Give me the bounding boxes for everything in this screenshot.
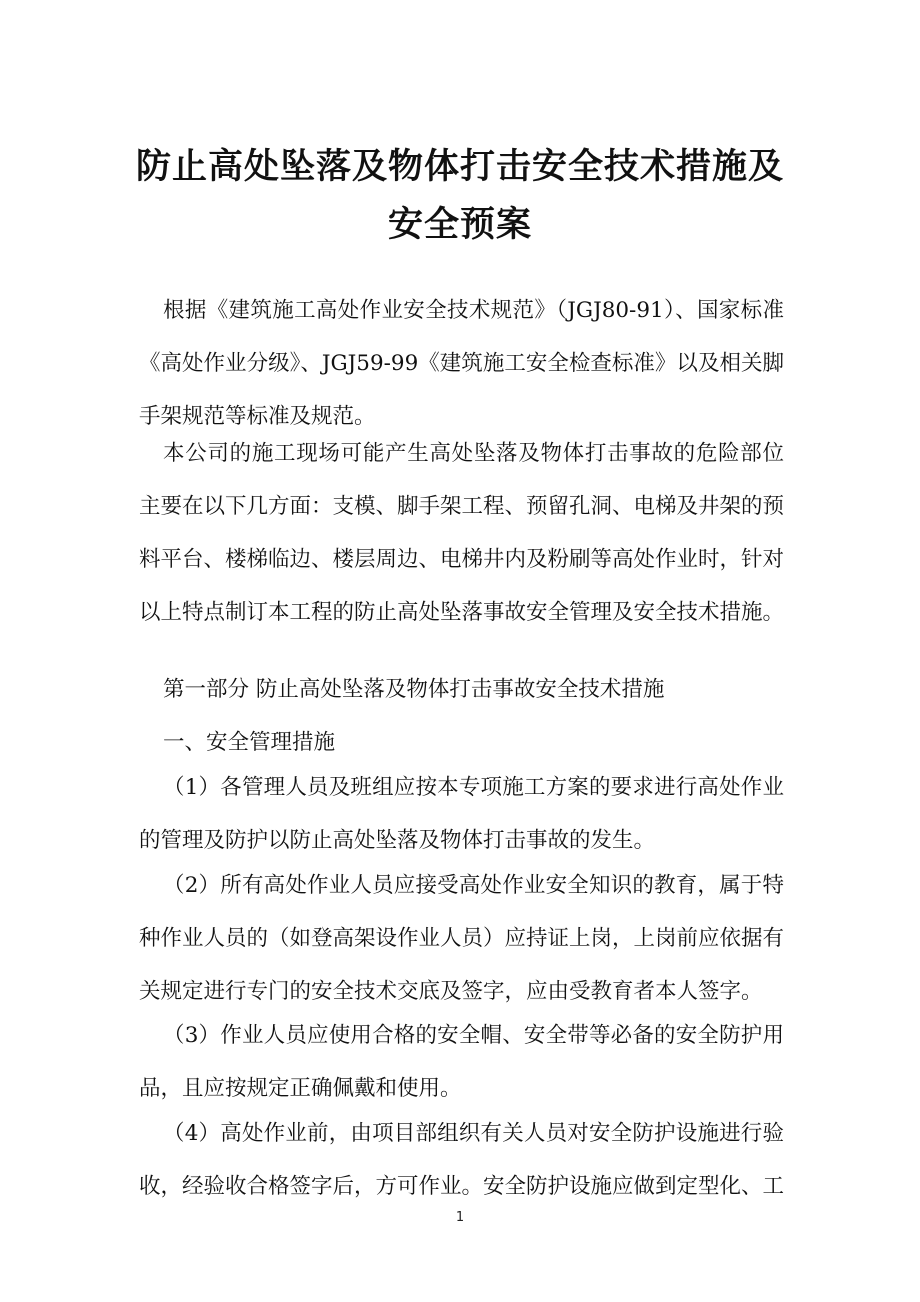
list-item: （1）各管理人员及班组应按本专项施工方案的要求进行高处作业的管理及防护以防止高处坠落及物体打击事故的发生。 bbox=[139, 775, 784, 853]
document-title-line-2: 安全预案 bbox=[387, 205, 532, 245]
document-title-line-1: 防止高处坠落及物体打击安全技术措施及 bbox=[135, 147, 784, 187]
scope-paragraph: 本公司的施工现场可能产生高处坠落及物体打击事故的危险部位主要在以下几方面：支模、脚手架工程、预留孔洞、电梯及井架的预料平台、楼梯临边、楼层周边、电梯井内及粉刷等高处作业时，针对以上特点制订本工程的防止高处坠落事故安全管理及安全技术措施。 bbox=[139, 441, 785, 625]
page-number: 1 bbox=[455, 1210, 465, 1225]
list-item: （4）高处作业前，由项目部组织有关人员对安全防护设施进行验收，经验收合格签字后，方可作业。安全防护设施应做到定型化、工 bbox=[139, 1121, 785, 1199]
list-item: （2）所有高处作业人员应接受高处作业安全知识的教育，属于特种作业人员的（如登高架设作业人员）应持证上岗，上岗前应依据有关规定进行专门的安全技术交底及签字，应由受教育者本人签字。 bbox=[139, 873, 785, 1004]
list-item: （3）作业人员应使用合格的安全帽、安全带等必备的安全防护用品，且应按规定正确佩戴和使用。 bbox=[139, 1023, 784, 1101]
intro-paragraph: 根据《建筑施工高处作业安全技术规范》（JGJ80-91）、国家标准《高处作业分级》、JGJ59-99《建筑施工安全检查标准》以及相关脚手架规范等标准及规范。 bbox=[139, 298, 784, 429]
section-heading: 一、安全管理措施 bbox=[163, 730, 336, 755]
part-heading: 第一部分 防止高处坠落及物体打击事故安全技术措施 bbox=[163, 677, 665, 702]
